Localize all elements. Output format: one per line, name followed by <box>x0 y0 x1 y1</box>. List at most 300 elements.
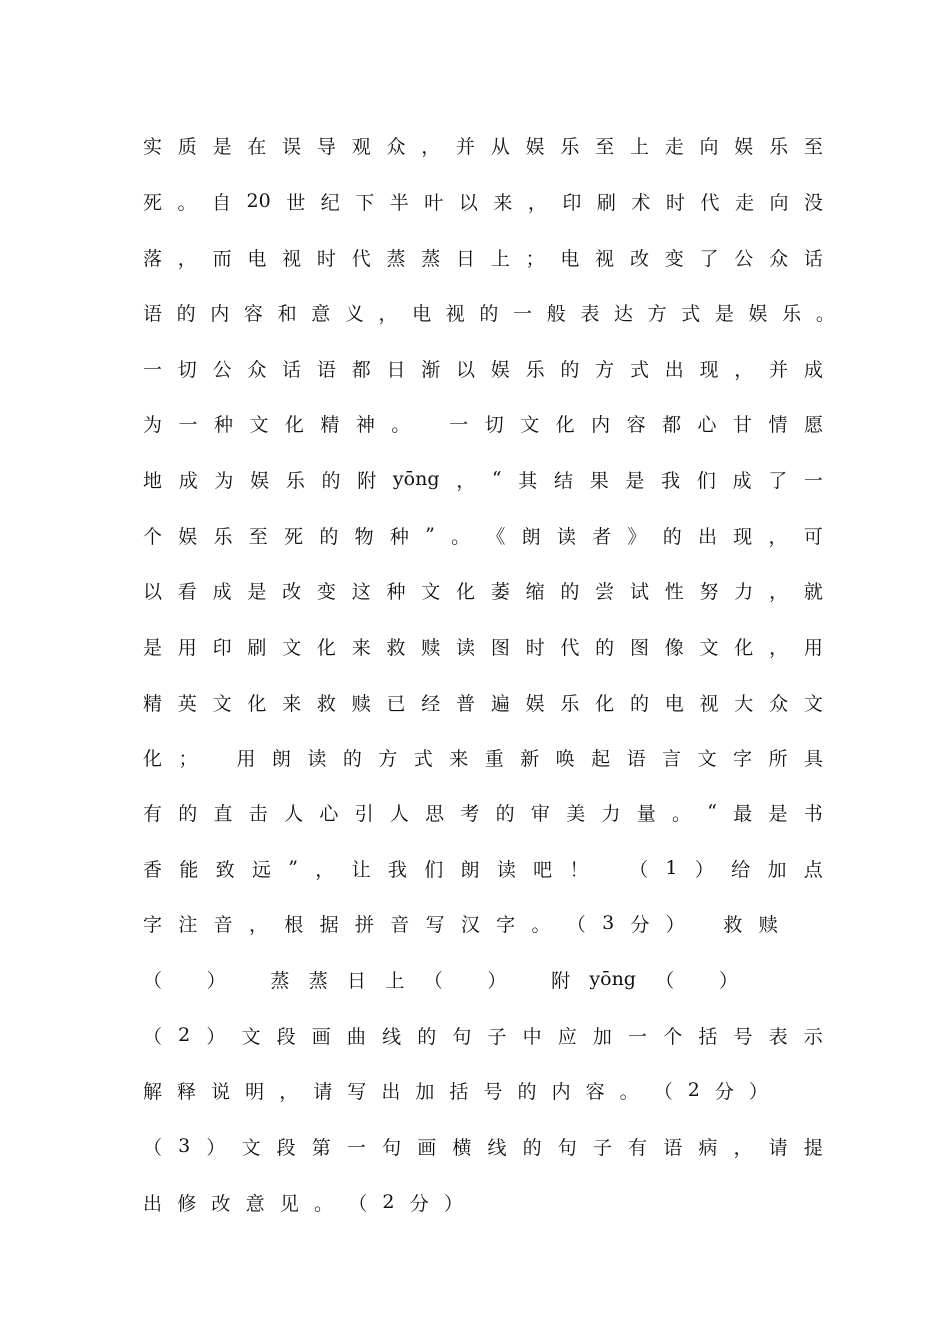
text-glyph: 上 <box>490 247 510 270</box>
text-glyph: 线 <box>382 1025 402 1048</box>
text-glyph: 出 <box>143 1192 163 1215</box>
text-line <box>143 1187 463 1217</box>
text-glyph: 化 <box>284 413 304 436</box>
text-glyph: 子 <box>487 1025 507 1048</box>
text-glyph: 。 <box>451 525 471 548</box>
text-glyph: 应 <box>557 1025 577 1048</box>
text-glyph: 分 <box>714 1080 734 1103</box>
text-glyph: 者 <box>592 525 612 548</box>
text-glyph: 3 <box>602 912 615 934</box>
text-glyph: 见 <box>279 1192 299 1215</box>
text-glyph: 神 <box>355 413 375 436</box>
text-glyph: 术 <box>631 191 651 214</box>
text-glyph: 救 <box>386 636 406 659</box>
text-line <box>143 908 778 938</box>
text-glyph: （ <box>143 1136 163 1159</box>
text-glyph <box>214 746 220 768</box>
text-glyph: 乐 <box>285 469 305 492</box>
text-glyph: 个 <box>143 525 163 548</box>
text-glyph: 加 <box>592 1025 612 1048</box>
text-glyph: 的 <box>321 469 341 492</box>
text-glyph: 日 <box>386 358 406 381</box>
text-glyph: （ <box>629 858 649 881</box>
text-glyph: 们 <box>424 858 444 881</box>
text-glyph: 句 <box>557 1136 577 1159</box>
text-glyph: 号 <box>733 1025 753 1048</box>
text-glyph: 病 <box>698 1136 718 1159</box>
text-glyph: 一 <box>803 469 823 492</box>
text-glyph: 物 <box>354 525 374 548</box>
text-glyph: 化 <box>555 413 575 436</box>
text-glyph: 自 <box>212 191 232 214</box>
text-glyph: 众 <box>769 247 789 270</box>
text-line <box>143 130 823 160</box>
text-glyph: 的 <box>522 1136 542 1159</box>
text-glyph: 1 <box>665 857 678 879</box>
text-glyph: 有 <box>628 1136 648 1159</box>
text-glyph: ） <box>206 969 226 992</box>
text-glyph: 大 <box>734 692 754 715</box>
text-glyph: 。 <box>391 413 411 436</box>
text-glyph: 切 <box>484 413 504 436</box>
text-glyph: 文 <box>249 413 269 436</box>
text-glyph: ， <box>733 1136 753 1159</box>
text-glyph: 死 <box>284 525 304 548</box>
text-glyph: 段 <box>276 1025 296 1048</box>
text-glyph: 写 <box>347 1080 367 1103</box>
text-glyph: 刷 <box>247 636 267 659</box>
text-glyph <box>694 968 700 990</box>
text-glyph: 现 <box>733 525 753 548</box>
text-line <box>143 1075 768 1105</box>
text-line <box>143 631 823 661</box>
text-glyph: 给 <box>731 858 751 881</box>
text-glyph: 的 <box>595 636 615 659</box>
text-glyph: 遍 <box>490 692 510 715</box>
text-line <box>143 520 823 550</box>
text-glyph: 视 <box>445 302 465 325</box>
text-glyph: 的 <box>178 802 198 825</box>
text-glyph: 》 <box>627 525 647 548</box>
text-glyph: 印 <box>562 191 582 214</box>
text-glyph: 一 <box>449 413 469 436</box>
text-glyph: 的 <box>629 692 649 715</box>
text-glyph: 成 <box>732 469 752 492</box>
text-glyph: 达 <box>613 302 633 325</box>
text-glyph: 远 <box>251 858 271 881</box>
text-glyph <box>606 857 612 879</box>
text-glyph: ” <box>425 524 435 546</box>
text-glyph: 提 <box>803 1136 823 1159</box>
text-glyph: 化 <box>143 747 163 770</box>
text-line <box>143 797 823 827</box>
text-glyph: 是 <box>143 636 163 659</box>
text-glyph: 音 <box>390 913 410 936</box>
text-glyph: 段 <box>276 1136 296 1159</box>
text-glyph: 的 <box>560 580 580 603</box>
text-glyph: 萎 <box>490 580 510 603</box>
text-glyph: 是 <box>247 580 267 603</box>
text-glyph: 。 <box>531 913 551 936</box>
text-glyph: 汉 <box>460 913 480 936</box>
text-glyph: 赎 <box>758 913 778 936</box>
text-glyph: 音 <box>213 913 233 936</box>
text-glyph: 言 <box>662 747 682 770</box>
text-glyph: 画 <box>417 1136 437 1159</box>
text-glyph: 以 <box>456 358 476 381</box>
text-glyph: （ <box>143 969 163 992</box>
text-glyph: 愿 <box>803 413 823 436</box>
text-glyph: 据 <box>319 913 339 936</box>
text-glyph: 化 <box>456 580 476 603</box>
text-glyph: 公 <box>734 247 754 270</box>
text-glyph: 化 <box>595 692 615 715</box>
text-glyph: 新 <box>520 747 540 770</box>
text-glyph: （ <box>143 1025 163 1048</box>
text-glyph: 像 <box>664 636 684 659</box>
text-glyph: 众 <box>769 692 789 715</box>
text-glyph: 娱 <box>525 692 545 715</box>
text-glyph: 读 <box>456 636 476 659</box>
text-glyph: 是 <box>768 802 788 825</box>
text-glyph: 世 <box>286 191 306 214</box>
text-glyph: 救 <box>723 913 743 936</box>
text-glyph: 质 <box>177 135 197 158</box>
text-glyph: 语 <box>143 302 163 325</box>
text-glyph: 努 <box>699 580 719 603</box>
text-glyph: 号 <box>483 1080 503 1103</box>
text-glyph: 我 <box>661 469 681 492</box>
text-glyph: 视 <box>595 247 615 270</box>
text-glyph: 时 <box>525 636 545 659</box>
text-glyph: 2 <box>687 1079 700 1101</box>
text-glyph: 美 <box>566 802 586 825</box>
text-glyph: 了 <box>699 247 719 270</box>
text-glyph: 《 <box>486 525 506 548</box>
text-glyph: 方 <box>595 358 615 381</box>
text-glyph: ） <box>206 1025 226 1048</box>
text-glyph: 。 <box>671 802 691 825</box>
text-glyph: 说 <box>211 1080 231 1103</box>
text-glyph: ） <box>206 1136 226 1159</box>
text-glyph: ， <box>734 358 754 381</box>
text-glyph: 的 <box>662 525 682 548</box>
text-glyph: 实 <box>143 135 163 158</box>
text-glyph: 朗 <box>271 747 291 770</box>
text-glyph: 读 <box>307 747 327 770</box>
text-glyph: 渐 <box>421 358 441 381</box>
text-glyph: 句 <box>382 1136 402 1159</box>
text-glyph: 有 <box>143 802 163 825</box>
text-glyph: 直 <box>213 802 233 825</box>
text-glyph: 乐 <box>213 525 233 548</box>
text-glyph: 出 <box>381 1080 401 1103</box>
text-glyph: 死 <box>143 191 163 214</box>
text-glyph: 缩 <box>525 580 545 603</box>
text-glyph: 具 <box>803 747 823 770</box>
text-glyph: 精 <box>143 692 163 715</box>
text-glyph: 误 <box>282 135 302 158</box>
text-glyph: ） <box>748 1080 768 1103</box>
text-glyph: 代 <box>351 247 371 270</box>
text-glyph: ， <box>177 247 197 270</box>
text-glyph: 视 <box>699 692 719 715</box>
text-glyph: 甘 <box>733 413 753 436</box>
text-glyph: 朗 <box>521 525 541 548</box>
text-glyph: 为 <box>214 469 234 492</box>
text-glyph: ， <box>248 913 268 936</box>
text-glyph: 并 <box>456 135 476 158</box>
text-glyph: 向 <box>699 135 719 158</box>
text-glyph: 是 <box>212 135 232 158</box>
text-glyph: 拼 <box>354 913 374 936</box>
text-line <box>143 353 823 383</box>
text-glyph: 字 <box>496 913 516 936</box>
text-glyph: 文 <box>212 692 232 715</box>
text-glyph: 量 <box>636 802 656 825</box>
text-glyph: 电 <box>560 247 580 270</box>
text-glyph: 情 <box>768 413 788 436</box>
text-glyph: ） <box>443 1192 463 1215</box>
text-glyph: 子 <box>592 1136 612 1159</box>
text-glyph: 性 <box>664 580 684 603</box>
text-glyph: ， <box>527 191 547 214</box>
text-glyph: 尝 <box>595 580 615 603</box>
text-glyph: ！ <box>569 858 589 881</box>
text-glyph <box>701 912 707 934</box>
text-glyph: 变 <box>664 247 684 270</box>
text-glyph: 义 <box>344 302 364 325</box>
text-glyph: 的 <box>319 525 339 548</box>
text-glyph: 娱 <box>178 525 198 548</box>
text-glyph: 话 <box>282 358 302 381</box>
text-glyph: 来 <box>351 636 371 659</box>
text-glyph: 式 <box>681 302 701 325</box>
text-glyph: 众 <box>247 358 267 381</box>
text-glyph: 乐 <box>525 358 545 381</box>
text-glyph: 精 <box>320 413 340 436</box>
text-glyph: 字 <box>143 913 163 936</box>
text-glyph: 们 <box>696 469 716 492</box>
text-glyph: 括 <box>449 1080 469 1103</box>
text-glyph: 电 <box>247 247 267 270</box>
text-glyph: 2 <box>178 1024 191 1046</box>
text-glyph: （ <box>655 969 675 992</box>
text-glyph: 方 <box>378 747 398 770</box>
text-glyph: 语 <box>663 1136 683 1159</box>
text-glyph: 公 <box>212 358 232 381</box>
text-glyph: 文 <box>241 1136 261 1159</box>
text-glyph: 就 <box>803 580 823 603</box>
text-glyph: 横 <box>452 1136 472 1159</box>
text-glyph: 。 <box>815 302 835 325</box>
text-glyph: 一 <box>513 302 533 325</box>
text-glyph: 文 <box>282 636 302 659</box>
text-glyph: 了 <box>768 469 788 492</box>
text-glyph: 吧 <box>533 858 553 881</box>
text-glyph: 试 <box>629 580 649 603</box>
text-glyph: 文 <box>803 692 823 715</box>
text-glyph: 3 <box>178 1135 191 1157</box>
text-glyph: 观 <box>351 135 371 158</box>
text-glyph: 所 <box>768 747 788 770</box>
text-glyph: 容 <box>626 413 646 436</box>
text-glyph: 看 <box>177 580 197 603</box>
text-glyph: 方 <box>647 302 667 325</box>
text-glyph: 用 <box>177 636 197 659</box>
text-glyph: 时 <box>665 191 685 214</box>
text-glyph <box>526 968 532 990</box>
text-glyph: 乐 <box>782 302 802 325</box>
text-glyph: 化 <box>247 692 267 715</box>
text-glyph <box>462 968 468 990</box>
text-glyph: 分 <box>409 1192 429 1215</box>
text-glyph: 至 <box>595 135 615 158</box>
text-glyph: 心 <box>697 413 717 436</box>
text-glyph: 分 <box>630 913 650 936</box>
text-glyph: 来 <box>282 692 302 715</box>
text-glyph: 英 <box>177 692 197 715</box>
text-glyph: 的 <box>479 302 499 325</box>
text-glyph: 修 <box>177 1192 197 1215</box>
text-glyph: 引 <box>354 802 374 825</box>
text-glyph: 读 <box>496 858 516 881</box>
text-glyph: 改 <box>282 580 302 603</box>
text-glyph: 和 <box>277 302 297 325</box>
text-line <box>143 1131 823 1161</box>
text-glyph: 意 <box>311 302 331 325</box>
text-glyph: ） <box>694 858 714 881</box>
text-glyph: 的 <box>560 358 580 381</box>
text-glyph: 一 <box>346 1136 366 1159</box>
text-glyph: 至 <box>803 135 823 158</box>
text-glyph: 日 <box>456 247 476 270</box>
text-glyph: “ <box>491 468 502 490</box>
text-line <box>143 297 835 327</box>
text-glyph: ， <box>768 525 788 548</box>
text-glyph: 上 <box>385 969 405 992</box>
text-glyph: 重 <box>484 747 504 770</box>
text-glyph: 是 <box>625 469 645 492</box>
text-glyph: ， <box>769 636 789 659</box>
text-glyph: 果 <box>589 469 609 492</box>
text-glyph: “ <box>707 801 717 823</box>
text-glyph: 书 <box>803 802 823 825</box>
text-glyph: ” <box>288 857 298 879</box>
text-line <box>143 464 823 494</box>
text-glyph: 下 <box>355 191 375 214</box>
text-glyph: 来 <box>493 191 513 214</box>
text-glyph: 纪 <box>320 191 340 214</box>
text-glyph: 乐 <box>560 692 580 715</box>
text-glyph: 表 <box>768 1025 788 1048</box>
text-glyph: 一 <box>143 358 163 381</box>
text-glyph: 个 <box>663 1025 683 1048</box>
text-glyph: ， <box>421 135 441 158</box>
text-glyph: 的 <box>495 802 515 825</box>
text-glyph: 切 <box>177 358 197 381</box>
text-glyph: 附 <box>357 469 377 492</box>
text-glyph: 2 <box>382 1191 395 1213</box>
text-glyph: 画 <box>311 1025 331 1048</box>
text-glyph: 第 <box>311 1136 331 1159</box>
text-glyph: 日 <box>347 969 367 992</box>
text-line <box>143 408 823 438</box>
text-glyph: 叶 <box>424 191 444 214</box>
text-glyph: 起 <box>591 747 611 770</box>
text-glyph: 表 <box>580 302 600 325</box>
text-glyph: 可 <box>803 525 823 548</box>
text-glyph: 视 <box>282 247 302 270</box>
text-glyph: 字 <box>733 747 753 770</box>
text-glyph: 娱 <box>525 135 545 158</box>
text-glyph: 话 <box>803 247 823 270</box>
text-glyph: 化 <box>316 636 336 659</box>
text-glyph: 种 <box>389 525 409 548</box>
text-glyph: 这 <box>351 580 371 603</box>
text-glyph: （ <box>348 1192 368 1215</box>
text-glyph: 式 <box>413 747 433 770</box>
text-glyph: 代 <box>560 636 580 659</box>
text-glyph: 在 <box>247 135 267 158</box>
text-glyph: 加 <box>415 1080 435 1103</box>
text-glyph: ） <box>487 969 507 992</box>
text-glyph: 结 <box>554 469 574 492</box>
text-glyph: 落 <box>143 247 163 270</box>
text-glyph: 般 <box>546 302 566 325</box>
text-glyph: 我 <box>387 858 407 881</box>
text-glyph: 点 <box>803 858 823 881</box>
text-glyph: 众 <box>386 135 406 158</box>
text-glyph: 娱 <box>748 302 768 325</box>
text-glyph: 写 <box>425 913 445 936</box>
text-glyph: 上 <box>629 135 649 158</box>
text-glyph: 审 <box>530 802 550 825</box>
text-glyph: 来 <box>449 747 469 770</box>
text-glyph: ， <box>456 469 476 492</box>
text-glyph: ； <box>178 747 198 770</box>
text-glyph: 印 <box>212 636 232 659</box>
text-glyph <box>427 412 433 434</box>
text-glyph: 曲 <box>346 1025 366 1048</box>
text-glyph: 图 <box>629 636 649 659</box>
text-glyph: 的 <box>342 747 362 770</box>
text-glyph: 文 <box>697 747 717 770</box>
text-glyph: 用 <box>236 747 256 770</box>
text-glyph: 。 <box>314 1192 334 1215</box>
text-glyph: 一 <box>178 413 198 436</box>
text-glyph: 娱 <box>490 358 510 381</box>
text-glyph: 改 <box>211 1192 231 1215</box>
text-glyph: 一 <box>628 1025 648 1048</box>
text-glyph: 让 <box>351 858 371 881</box>
text-glyph: 意 <box>245 1192 265 1215</box>
text-glyph: 加 <box>767 858 787 881</box>
text-glyph: 蒸 <box>421 247 441 270</box>
text-glyph: 是 <box>714 302 734 325</box>
text-glyph: 唤 <box>555 747 575 770</box>
text-glyph: 中 <box>522 1025 542 1048</box>
text-glyph: 文 <box>241 1025 261 1048</box>
text-glyph: 现 <box>699 358 719 381</box>
text-glyph: ） <box>718 969 738 992</box>
text-glyph: 并 <box>769 358 789 381</box>
text-glyph: 的 <box>417 1025 437 1048</box>
text-glyph: 地 <box>143 469 163 492</box>
text-glyph: 思 <box>425 802 445 825</box>
text-glyph: 娱 <box>734 135 754 158</box>
text-glyph: yōng <box>589 968 636 990</box>
